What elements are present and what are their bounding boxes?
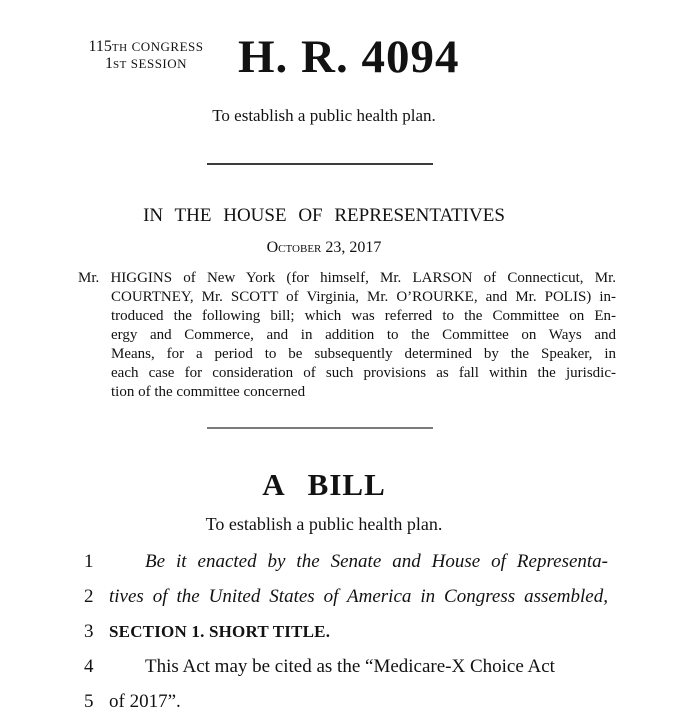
bill-body-line [84, 655, 608, 678]
line-text: SECTION 1. SHORT TITLE. [109, 622, 331, 641]
introduction-date: October 23, 2017 [266, 239, 382, 256]
sponsor-line: Means, for a period to be subsequently determined by the Speaker, in [111, 346, 616, 362]
sponsor-line: troduced the following bill; which was referred to the Committee on En- [111, 308, 616, 324]
congress-line [70, 39, 222, 56]
congress-label: CONGRESS [131, 39, 204, 54]
line-number: 1 [84, 551, 94, 572]
sponsor-paragraph [78, 269, 616, 402]
line-number: 5 [84, 691, 94, 712]
bill-number: H. R. 4094 [238, 31, 460, 83]
bill-purpose: To establish a public health plan. [205, 514, 443, 534]
session-number: 1 [104, 55, 113, 72]
official-title: To establish a public health plan. [212, 106, 436, 125]
sponsor-line: COURTNEY, Mr. SCOTT of Virginia, Mr. O’ROURKE, and Mr. POLIS) in- [111, 289, 616, 305]
line-text: Be it enacted by the Senate and House of Representa- [145, 551, 608, 572]
line-text: tives of the United States of America in Congress assembled, [109, 586, 608, 607]
bill-body-line [84, 620, 608, 643]
sponsor-line: each case for consideration of such provisions as fall within the jurisdic- [111, 365, 616, 381]
horizontal-rule-top [207, 163, 433, 165]
sponsor-line: tion of the committee concerned [111, 384, 306, 400]
center-column [0, 106, 648, 257]
center-column-bill [0, 427, 648, 535]
congress-number: 115 [88, 38, 112, 55]
bill-body-line [84, 690, 608, 713]
session-label: SESSION [130, 56, 188, 71]
session-line [70, 56, 222, 73]
horizontal-rule-bottom [207, 427, 433, 429]
bill-heading: A BILL [262, 467, 386, 502]
line-number: 3 [84, 621, 94, 642]
bill-body-line [84, 585, 608, 608]
session-ordinal: ST [112, 59, 127, 71]
sponsor-line: Mr. HIGGINS of New York (for himself, Mr. LARSON of Connecticut, Mr. [78, 270, 616, 286]
bill-body-line [84, 550, 608, 573]
chamber-heading: IN THE HOUSE OF REPRESENTATIVES [143, 205, 505, 226]
bill-header [70, 31, 694, 83]
congress-ordinal: TH [111, 42, 128, 54]
bill-body [84, 550, 608, 713]
sponsor-line: ergy and Commerce, and in addition to the Committee on Ways and [111, 327, 616, 343]
line-text: This Act may be cited as the “Medicare-X Choice Act [145, 656, 555, 677]
line-number: 2 [84, 586, 94, 607]
line-number: 4 [84, 656, 94, 677]
line-text: of 2017”. [109, 691, 181, 712]
congress-session-block [70, 34, 222, 73]
